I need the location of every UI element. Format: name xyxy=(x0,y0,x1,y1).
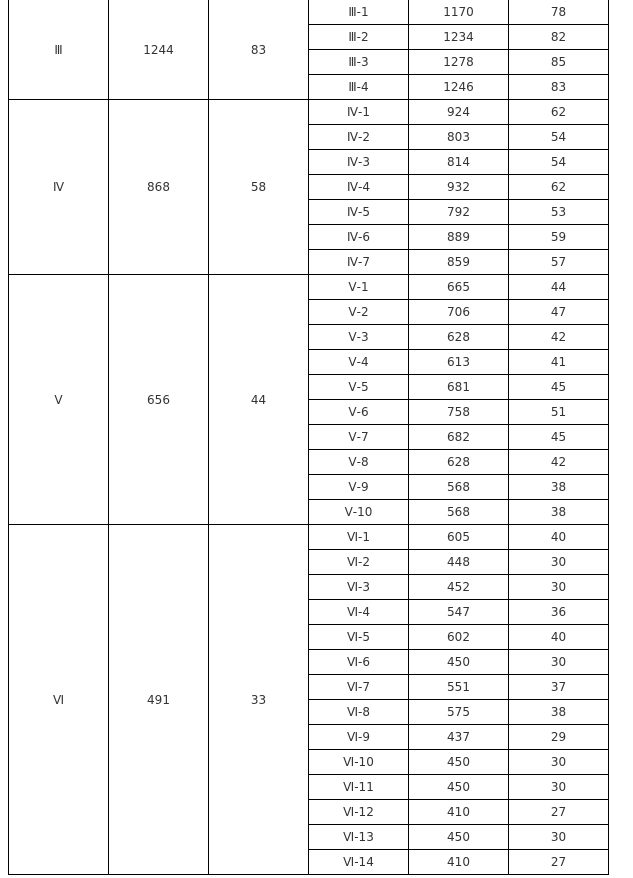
sample-value-cell: 450 xyxy=(409,750,509,775)
sample-score-cell: 36 xyxy=(509,600,609,625)
sample-value-cell: 551 xyxy=(409,675,509,700)
sample-score-cell: 27 xyxy=(509,800,609,825)
sample-id-cell: Ⅵ-4 xyxy=(309,600,409,625)
sample-score-cell: 27 xyxy=(509,850,609,875)
group-average-value-cell: 656 xyxy=(109,275,209,525)
sample-id-cell: Ⅵ-2 xyxy=(309,550,409,575)
grade-cell: Ⅵ xyxy=(9,525,109,875)
sample-score-cell: 30 xyxy=(509,575,609,600)
data-table xyxy=(8,0,609,875)
sample-value-cell: 568 xyxy=(409,500,509,525)
sample-value-cell: 568 xyxy=(409,475,509,500)
sample-score-cell: 30 xyxy=(509,750,609,775)
sample-id-cell: Ⅳ-2 xyxy=(309,125,409,150)
table-body xyxy=(9,0,609,875)
sample-score-cell: 45 xyxy=(509,375,609,400)
sample-value-cell: 1246 xyxy=(409,75,509,100)
sample-id-cell: Ⅴ-8 xyxy=(309,450,409,475)
sample-value-cell: 814 xyxy=(409,150,509,175)
sample-score-cell: 78 xyxy=(509,0,609,25)
sample-score-cell: 59 xyxy=(509,225,609,250)
sample-value-cell: 1278 xyxy=(409,50,509,75)
sample-value-cell: 437 xyxy=(409,725,509,750)
sample-id-cell: Ⅳ-5 xyxy=(309,200,409,225)
table-row xyxy=(9,525,609,550)
sample-value-cell: 613 xyxy=(409,350,509,375)
sample-score-cell: 85 xyxy=(509,50,609,75)
sample-id-cell: Ⅵ-5 xyxy=(309,625,409,650)
sample-score-cell: 41 xyxy=(509,350,609,375)
sample-id-cell: Ⅳ-4 xyxy=(309,175,409,200)
sample-value-cell: 803 xyxy=(409,125,509,150)
sample-id-cell: Ⅴ-10 xyxy=(309,500,409,525)
sample-value-cell: 1170 xyxy=(409,0,509,25)
sample-score-cell: 47 xyxy=(509,300,609,325)
sample-id-cell: Ⅵ-11 xyxy=(309,775,409,800)
sample-score-cell: 40 xyxy=(509,525,609,550)
sample-score-cell: 29 xyxy=(509,725,609,750)
sample-id-cell: Ⅵ-9 xyxy=(309,725,409,750)
sample-id-cell: Ⅴ-5 xyxy=(309,375,409,400)
group-average-score-cell: 33 xyxy=(209,525,309,875)
sample-id-cell: Ⅵ-1 xyxy=(309,525,409,550)
sample-id-cell: Ⅳ-1 xyxy=(309,100,409,125)
group-average-score-cell: 58 xyxy=(209,100,309,275)
sample-id-cell: Ⅲ-1 xyxy=(309,0,409,25)
sample-score-cell: 37 xyxy=(509,675,609,700)
group-average-value-cell: 868 xyxy=(109,100,209,275)
sample-score-cell: 38 xyxy=(509,700,609,725)
sample-id-cell: Ⅴ-6 xyxy=(309,400,409,425)
sample-score-cell: 38 xyxy=(509,475,609,500)
sample-value-cell: 450 xyxy=(409,775,509,800)
sample-value-cell: 410 xyxy=(409,850,509,875)
sample-value-cell: 758 xyxy=(409,400,509,425)
sample-id-cell: Ⅳ-3 xyxy=(309,150,409,175)
sample-id-cell: Ⅲ-4 xyxy=(309,75,409,100)
sample-id-cell: Ⅴ-7 xyxy=(309,425,409,450)
sample-id-cell: Ⅳ-6 xyxy=(309,225,409,250)
sample-value-cell: 889 xyxy=(409,225,509,250)
sample-score-cell: 42 xyxy=(509,325,609,350)
sample-id-cell: Ⅵ-8 xyxy=(309,700,409,725)
sample-score-cell: 83 xyxy=(509,75,609,100)
sample-id-cell: Ⅵ-7 xyxy=(309,675,409,700)
table-row xyxy=(9,0,609,25)
sample-score-cell: 45 xyxy=(509,425,609,450)
group-average-value-cell: 491 xyxy=(109,525,209,875)
sample-score-cell: 62 xyxy=(509,175,609,200)
sample-score-cell: 30 xyxy=(509,825,609,850)
sample-value-cell: 605 xyxy=(409,525,509,550)
sample-id-cell: Ⅲ-3 xyxy=(309,50,409,75)
sample-id-cell: Ⅲ-2 xyxy=(309,25,409,50)
sample-value-cell: 924 xyxy=(409,100,509,125)
sample-id-cell: Ⅵ-14 xyxy=(309,850,409,875)
sample-value-cell: 706 xyxy=(409,300,509,325)
sample-id-cell: Ⅵ-12 xyxy=(309,800,409,825)
grade-cell: Ⅳ xyxy=(9,100,109,275)
sample-score-cell: 53 xyxy=(509,200,609,225)
sample-score-cell: 42 xyxy=(509,450,609,475)
sample-score-cell: 44 xyxy=(509,275,609,300)
sample-id-cell: Ⅵ-6 xyxy=(309,650,409,675)
grade-cell: Ⅲ xyxy=(9,0,109,100)
sample-score-cell: 38 xyxy=(509,500,609,525)
sample-id-cell: Ⅴ-1 xyxy=(309,275,409,300)
group-average-score-cell: 44 xyxy=(209,275,309,525)
sample-value-cell: 1234 xyxy=(409,25,509,50)
sample-value-cell: 410 xyxy=(409,800,509,825)
table-row xyxy=(9,100,609,125)
sample-id-cell: Ⅳ-7 xyxy=(309,250,409,275)
sample-value-cell: 628 xyxy=(409,325,509,350)
sample-id-cell: Ⅵ-13 xyxy=(309,825,409,850)
sample-value-cell: 665 xyxy=(409,275,509,300)
sample-id-cell: Ⅵ-10 xyxy=(309,750,409,775)
sample-value-cell: 448 xyxy=(409,550,509,575)
group-average-value-cell: 1244 xyxy=(109,0,209,100)
table-row xyxy=(9,275,609,300)
sample-score-cell: 82 xyxy=(509,25,609,50)
sample-value-cell: 932 xyxy=(409,175,509,200)
sample-id-cell: Ⅴ-2 xyxy=(309,300,409,325)
sample-value-cell: 682 xyxy=(409,425,509,450)
sample-score-cell: 30 xyxy=(509,775,609,800)
sample-value-cell: 452 xyxy=(409,575,509,600)
sample-value-cell: 547 xyxy=(409,600,509,625)
sample-score-cell: 54 xyxy=(509,125,609,150)
sample-id-cell: Ⅴ-9 xyxy=(309,475,409,500)
sample-id-cell: Ⅴ-3 xyxy=(309,325,409,350)
sample-value-cell: 628 xyxy=(409,450,509,475)
sample-score-cell: 40 xyxy=(509,625,609,650)
sample-value-cell: 575 xyxy=(409,700,509,725)
sample-value-cell: 450 xyxy=(409,650,509,675)
grade-cell: Ⅴ xyxy=(9,275,109,525)
sample-value-cell: 792 xyxy=(409,200,509,225)
sample-value-cell: 450 xyxy=(409,825,509,850)
sample-id-cell: Ⅵ-3 xyxy=(309,575,409,600)
sample-score-cell: 30 xyxy=(509,650,609,675)
sample-score-cell: 30 xyxy=(509,550,609,575)
sample-score-cell: 57 xyxy=(509,250,609,275)
sample-value-cell: 859 xyxy=(409,250,509,275)
group-average-score-cell: 83 xyxy=(209,0,309,100)
sample-value-cell: 602 xyxy=(409,625,509,650)
sample-score-cell: 51 xyxy=(509,400,609,425)
sample-score-cell: 54 xyxy=(509,150,609,175)
sample-score-cell: 62 xyxy=(509,100,609,125)
sample-value-cell: 681 xyxy=(409,375,509,400)
sample-id-cell: Ⅴ-4 xyxy=(309,350,409,375)
